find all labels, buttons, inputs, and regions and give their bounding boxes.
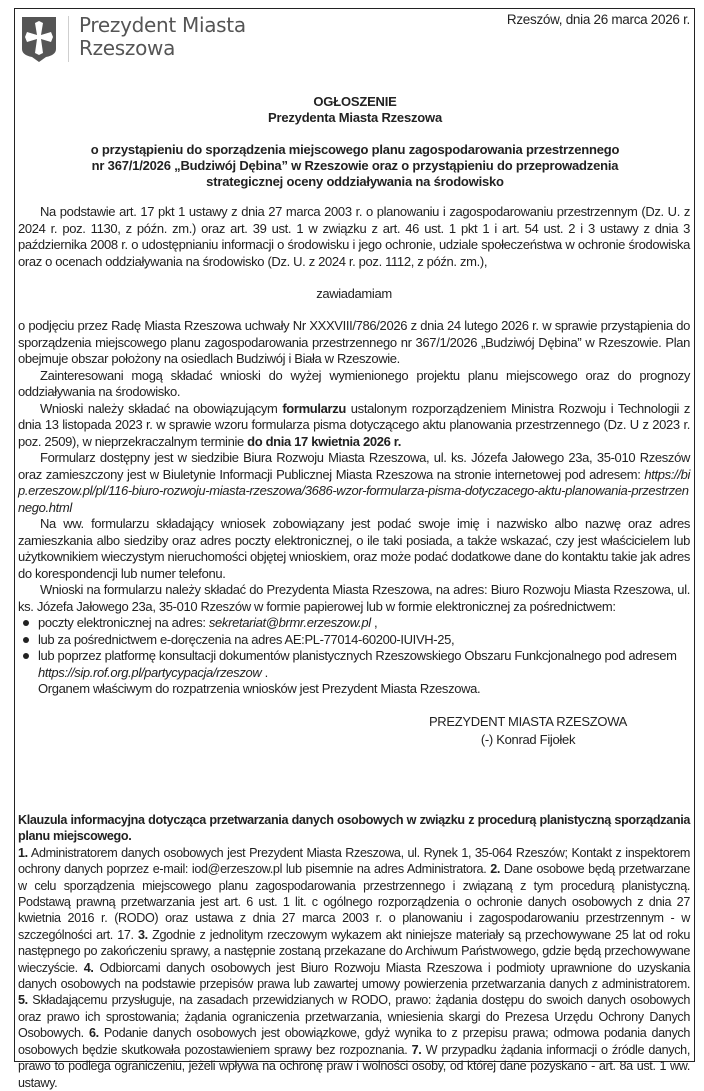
legal-basis-paragraph: Na podstawie art. 17 pkt 1 ustawy z dnia 27 marca 2003 r. o planowaniu i zagospodarowaniu przestrzennym (Dz. U. z 2024 r. poz. 1130, z późn. zm.) oraz art. 39 ust. 1 w związku z art. 46 ust. 1 pkt 1 i art. 54 ust. 2 i 3 ustawy z dnia 3 października 2008 r. o udostępnianiu informacji o środowisku i jego ochronie, udziale społeczeństwa w ochronie środowiska oraz o ocenach oddziaływania na środowisko (Dz. U. z 2024 r. poz. 1112, z późn. zm.), [18, 204, 690, 269]
clause-item-number: 6. [88, 1026, 99, 1041]
logo-divider [68, 16, 69, 62]
subject-line-1: o przystąpieniu do sporządzenia miejscowego planu zagospodarowania przestrzennego [90, 142, 620, 157]
main-body [18, 318, 690, 698]
signature-block [400, 713, 656, 749]
legal-basis-section [18, 204, 690, 270]
resolution-paragraph: o podjęciu przez Radę Miasta Rzeszowa uchwały Nr XXXVIII/786/2026 z dnia 24 lutego 2026 r. w sprawie przystąpienia do sporządzenia miejscowego planu zagospodarowania przestrzennego nr 367/1/2026 „Budziwój Dębina” w Rzeszowie. Plan obejmuje obszar położony na osiedlach Budziwój i Biała w Rzeszowie. [18, 318, 690, 366]
interested-paragraph: Zainteresowani mogą składać wnioski do wyżej wymienionego projektu planu miejscowego oraz do prognozy oddziaływania na środowisko. [18, 367, 690, 399]
announcement-title [20, 94, 690, 126]
clause-item-number: 7. [411, 1042, 422, 1057]
form-availability-paragraph [18, 450, 690, 516]
submit-to-paragraph: Wnioski na formularzu należy składać do Prezydenta Miasta Rzeszowa, na adres: Biuro Rozwoju Miasta Rzeszowa, ul. ks. Józefa Jałowego 23a, 35-010 Rzeszów w formie papierowej lub w formie elektronicznej za pośrednictwem: [18, 582, 690, 614]
clause-item-number: 2. [490, 862, 500, 877]
applications-text: Wnioski należy składać na obowiązującym [40, 400, 283, 416]
clause-body [18, 845, 690, 1091]
platform-link[interactable]: https://sip.rof.org.pl/partycypacja/rzeszow [38, 664, 262, 680]
signature-name: (-) Konrad Fijołek [480, 732, 576, 747]
gdpr-clause [18, 812, 690, 1091]
announcement-issuer: Prezydenta Miasta Rzeszowa [268, 110, 442, 125]
applications-paragraph [18, 401, 690, 451]
document-date: Rzeszów, dnia 26 marca 2026 r. [506, 12, 690, 27]
channel-email: poczty elektronicznej na adres: sekretariat@brmr.erzeszow.pl , [18, 615, 690, 632]
channel-platform: lub poprzez platformę konsultacji dokumentów planistycznych Rzeszowskiego Obszaru Funkcjonalnego pod adresem https://sip.rof.org.pl/partycypacja/rzeszow . [18, 648, 690, 681]
clause-item-text: Składającemu przysługuje, na zasadach przewidzianych w RODO, prawo: żądania dostępu do swoich danych osobowych oraz prawo ich sprostowania; żądania ograniczenia przetwarzania, wniesienia skargi do Prezesa Urzędu Ochrony Danych Osobowych. [18, 993, 690, 1041]
subject-line-2: nr 367/1/2026 „Budziwój Dębina” w Rzeszowie oraz o przystąpieniu do przeprowadzenia [91, 158, 619, 173]
form-contents-paragraph: Na ww. formularzu składający wniosek zobowiązany jest podać swoje imię i nazwisko albo nazwę oraz adres zamieszkania albo siedziby oraz adres poczty elektronicznej, o ile taki posiada, a także wskazać, czy jest właścicielem lub użytkownikiem wieczystym nieruchomości objętej wnioskiem, oraz może podać dodatkowe dane do kontaktu takie jak adres do korespondencji lub numer telefonu. [18, 516, 690, 581]
email-link[interactable]: sekretariat@brmr.erzeszow.pl [208, 615, 371, 630]
shield-cross-icon [20, 15, 58, 63]
clause-item-text: W przypadku żądania informacji o źródle danych, prawo to podlega ograniczeniu, jeżeli wpływa na ochronę praw i wolności osoby, od której dane pozyskano - art. 8a ust. 1 ww. ustawy. [18, 1042, 690, 1090]
clause-item-text: Odbiorcami danych osobowych jest Biuro Rozwoju Miasta Rzeszowa i podmioty uprawnione do uzyskania danych osobowych na podstawie przepisów prawa lub zawartej umowy powierzenia przetwarzania danych z administratorem. [18, 960, 690, 992]
authority-paragraph: Organem właściwym do rozpatrzenia wniosków jest Prezydent Miasta Rzeszowa. [38, 681, 481, 696]
clause-item-text: Podanie danych osobowych jest obowiązkowe, gdyż wynika to z przepisu prawa; odmowa podania danych osobowych będzie skutkowała pozostawieniem sprawy bez rozpoznania. [18, 1026, 690, 1057]
applications-text-2: ustalonym rozporządzeniem Ministra Rozwoju i Technologii z dnia 13 listopada 2023 r. w sprawie wzoru formularza pisma dotyczącego aktu planowania przestrzennego (Dz. U z 2023 r. poz. 2509), w nieprzekraczalnym terminie [18, 400, 690, 449]
clause-item-text: Dane osobowe będą przetwarzane w celu sporządzenia miejscowego planu zagospodarowania przestrzennego i związaną z tym procedurą planistyczną. Podstawą prawną przetwarzania jest art. 6 ust. 1 lit. c ogólnego rozporządzenia o ochronie danych osobowych z dnia 27 kwietnia 2016 r. (RODO) oraz ustawa z dnia 27 marca 2003 r. o planowaniu i zagospodarowaniu przestrzennym - w szczególności art. 17. [18, 862, 691, 942]
form-url-link[interactable]: https://bip.erzeszow.pl/pl/116-biuro-rozwoju-miasta-rzeszowa/3686-wzor-formularza-pisma-dotyczacego-aktu-planowania-przestrzennego.html [18, 466, 690, 515]
deadline: do dnia 17 kwietnia 2026 r. [247, 433, 401, 449]
clause-item-text: Zgodnie z jednolitym rzeczowym wykazem akt niniejsze materiały są przechowywane 25 lat od roku następnego po zakończeniu sprawy, a następnie zostaną przekazane do Archiwum Państwowego, gdzie będą przechowywane wieczyście. [18, 927, 690, 975]
logo [20, 14, 246, 63]
signature-title: PREZYDENT MIASTA RZESZOWA [428, 714, 628, 729]
announce-section [18, 286, 690, 303]
channel-e-delivery: lub za pośrednictwem e-doręczenia na adres AE:PL-77014-60200-IUIVH-25, [18, 632, 690, 649]
announcement-subject [20, 142, 690, 190]
announce-word: zawiadamiam [316, 286, 392, 301]
clause-item-number: 3. [138, 927, 148, 942]
clause-item-number: 4. [83, 960, 94, 975]
logo-line-2: Rzeszowa [79, 36, 176, 60]
submission-channels-list [18, 615, 690, 681]
announcement-heading: OGŁOSZENIE [313, 94, 397, 109]
clause-item-number: 5. [18, 993, 28, 1008]
subject-line-3: strategicznej oceny oddziaływania na środowisko [206, 174, 504, 189]
form-availability-text: Formularz dostępny jest w siedzibie Biura Rozwoju Miasta Rzeszowa, ul. ks. Józefa Jałowego 23a, 35-010 Rzeszów oraz zamieszczony jest w Biuletynie Informacji Publicznej Miasta Rzeszowa na stronie internetowej pod adresem: [18, 450, 690, 482]
form-keyword: formularzu [282, 400, 346, 416]
clause-item-text: Administratorem danych osobowych jest Prezydent Miasta Rzeszowa, ul. Rynek 1, 35-064 Rzeszów; Kontakt z inspektorem ochrony danych poprzez e-mail: iod@erzeszow.pl lub pisemnie na adres Administratora. [18, 845, 690, 877]
logo-text [79, 14, 246, 60]
clause-heading: Klauzula informacyjna dotycząca przetwarzania danych osobowych w związku z procedurą planistyczną sporządzania planu miejscowego. [18, 813, 690, 844]
logo-line-1: Prezydent Miasta [79, 13, 246, 37]
clause-item-number: 1. [18, 845, 28, 860]
